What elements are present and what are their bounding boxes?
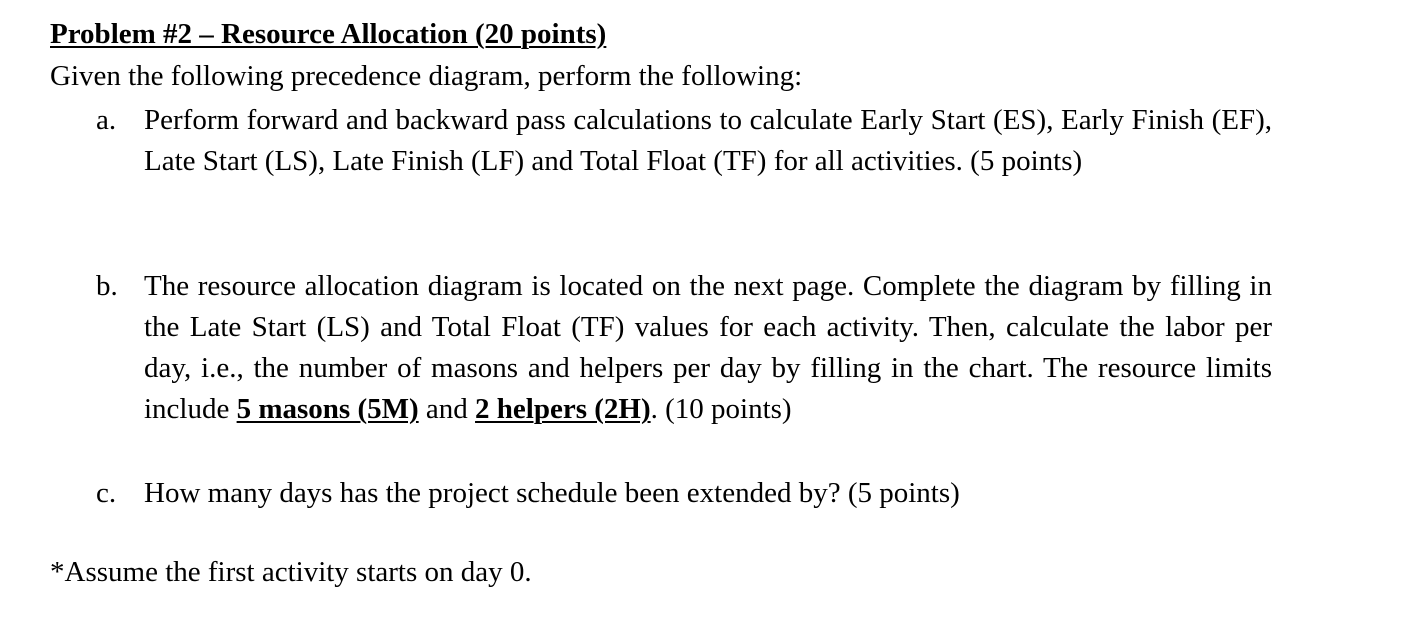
list-item-b (96, 266, 1272, 430)
list-text-b (144, 266, 1272, 430)
list-text-a: Perform forward and backward pass calculations to calculate Early Start (ES), Early Finish (EF), Late Start (LS), Late Finish (LF) and Total Float (TF) for all activities. (5 points) (144, 104, 1272, 177)
list-item-a (96, 100, 1272, 182)
list-marker-c: c. (96, 477, 117, 509)
list-text-b-joiner: and (418, 393, 476, 425)
helpers-limit: 2 helpers (2H) (475, 393, 651, 425)
list-text-c: How many days has the project schedule been extended by? (5 points) (144, 477, 960, 509)
list-item-c (96, 473, 1272, 514)
list-text-b-intro: The resource allocation diagram is located on the next page. Complete the diagram by filling in the Late Start (LS) and Total Float (TF) values for each activity. Then, calculate the labor per day, i.e., the number of masons and helpers per day by filling in the chart. The resource limits include (144, 270, 1272, 425)
masons-limit: 5 masons (5M) (236, 393, 419, 425)
problem-title: Problem #2 – Resource Allocation (20 points) (50, 18, 607, 50)
list-marker-a: a. (96, 104, 117, 136)
assumption-note: *Assume the first activity starts on day 0. (50, 556, 532, 588)
list-text-b-points: . (10 points) (650, 393, 792, 425)
list-marker-b: b. (96, 270, 118, 302)
problem-intro: Given the following precedence diagram, perform the following: (50, 60, 803, 92)
